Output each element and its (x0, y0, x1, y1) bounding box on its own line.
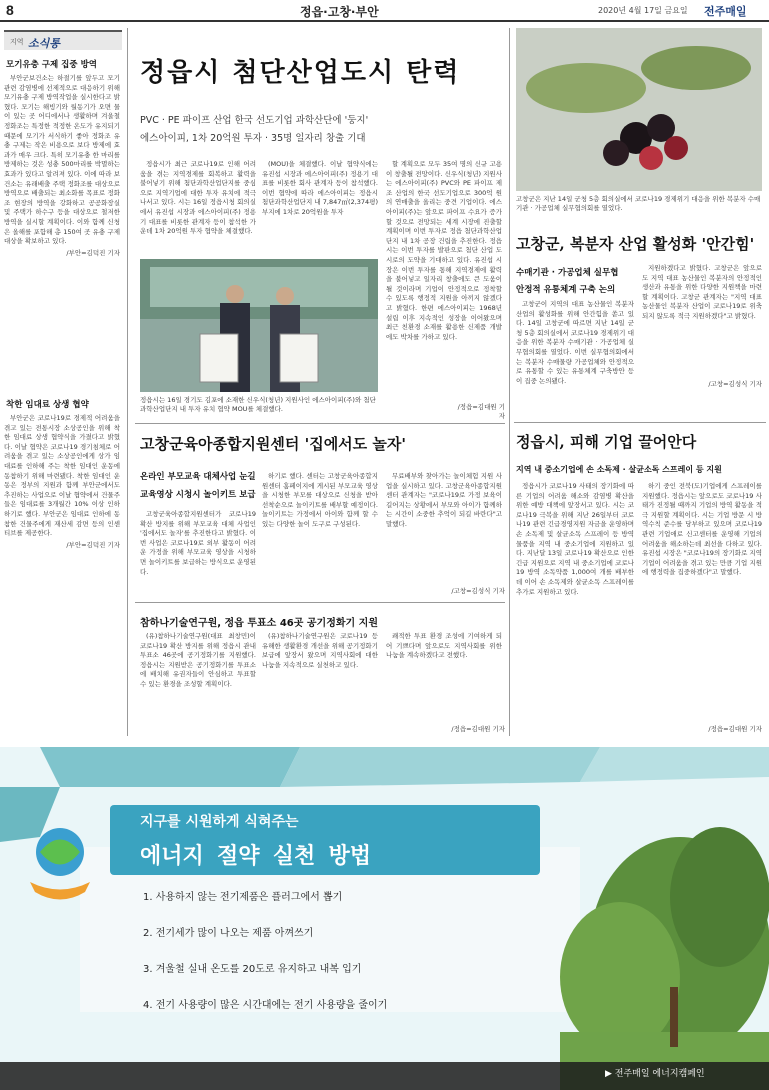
article3-col2: (유)참하나기술연구원은 코로나19 등 유해한 생활환경 개선을 위해 공기정화기 보급에 앞장서 왔으며 지역사회에 대한 나눔을 지속적으로 실천하고 있다. (262, 632, 378, 669)
article3-byline: /정읍=김대원 기자 (451, 725, 505, 733)
article2-col3: 무료배부와 찾아가는 놀이체험 지원 사업을 실시하고 있다. 고창군육아종합지원센터 관계자는 "코로나19로 가정 보육이 길어지는 상황에서 부모와 아이가 함께하는 시간이 소중한 추억이 되길 바란다"고 말했다. (386, 472, 502, 528)
banner-line-1: 지구를 시원하게 식혀주는 (140, 814, 299, 830)
article2-col1: 고창군육아종합지원센터가 코로나19 확산 방지를 위해 부모교육 대체 사업인 '집에서도 놀자'를 추진한다고 밝혔다. 이번 사업은 코로나19로 외부 활동이 어려운 가정을 위해 부모교육 영상을 시청하면 놀이키트를 보급하는 방식으로 운영된다. (140, 510, 256, 576)
sidebar-tag-small: 지역 (10, 38, 24, 46)
article4-title: 고창군, 복분자 산업 활성화 '안간힘' (516, 235, 755, 253)
divider (514, 422, 766, 423)
article5-col1: 정읍시가 코로나19 사태의 장기화에 따른 기업의 어려움 해소와 감염병 확산을 위한 예방 대책에 앞장서고 있다. 시는 코로나19 극복을 위해 지난 26일부터 코로나19 관련 긴급경영지원 자금을 운영하며 손 소독제 및 살균소독 스프레이 등 방역물품을 지역 내 중소기업에 지원하고 있다. 지난달 13일 코로나19 확산으로 인한 긴급 지원으로 지역 내 중소기업에 코로나19 방역 소독약품 1,000여 개를 배부한 데 이어 손 소독제와 살균소독 스프레이를 추가로 지원하고 있다. (516, 482, 634, 596)
article2-byline: /고창=김성식 기자 (451, 587, 505, 595)
page-header (0, 0, 769, 22)
paper-name: 전주매일 (704, 5, 747, 18)
banner-item-4: 4. 전기 사용량이 많은 시간대에는 전기 사용량을 줄이기 (143, 1000, 388, 1011)
column-divider (509, 28, 510, 736)
article5-subhead: 지역 내 중소기업에 손 소독제 · 살균소독 스프레이 등 지원 (516, 465, 722, 474)
mou-photo (140, 259, 378, 392)
article5-col2: 하기 중인 전북(도)기업에게 스프레이를 지원했다. 정읍시는 앞으로도 코로나19 사태가 진정될 때까지 기업의 방역 활동을 적극 지원할 계획이다. 시는 기업 방문 시 방역수칙 준수를 당부하고 있으며 코로나19 관련 기업애로 신고센터를 운영해 기업의 어려움을 해소하는데 최선을 다하고 있다. 유진섭 시장은 "코로나19의 장기화로 지역 기업이 어려움을 겪고 있는 만큼 기업 지원에 행정력을 집중하겠다"고 말했다. (642, 482, 762, 577)
article3-title: 참하나기술연구원, 정읍 투표소 46곳 공기정화기 지원 (140, 618, 378, 629)
sidebar-byline-2: /부안=김덕진 기자 (66, 540, 120, 549)
article4-byline: /고창=김성식 기자 (708, 380, 762, 388)
banner-footer (605, 1066, 705, 1079)
article2-subhead-a: 온라인 부모교육 대체사업 눈길 (140, 472, 256, 482)
sidebar-tag-label: 소식통 (28, 37, 60, 50)
headline-main: 정읍시 첨단산업도시 탄력 (140, 58, 461, 88)
berry-photo (516, 28, 762, 191)
play-icon: ▶ (605, 1069, 615, 1079)
mou-photo-caption: 정읍시는 16일 경기도 김포에 소재한 신우식(청년) 지원사인 에스아이피(주)와 첨단과학산업단지 내 투자 유치 협약 MOU를 체결했다. (140, 396, 376, 413)
banner-line-2: 에너지 절약 실천 방법 (140, 844, 372, 869)
issue-date: 2020년 4월 17일 금요일 (598, 6, 688, 15)
banner-item-3: 3. 겨울철 실내 온도를 20도로 유지하고 내복 입기 (143, 964, 362, 975)
sidebar-headline-2: 착한 임대료 상생 협약 (6, 400, 89, 410)
article1-col2: (MOU)을 체결했다. 이날 협약식에는 유진섭 시장과 에스아이피(주) 정용기 대표를 비롯한 회사 관계자 등이 참석했다. 이번 협약에 따라 에스아이피는 정읍시 첨단과학산업단지 내 7,847㎡(2,374평) 부지에 1차로 20억원을 투자 (262, 160, 378, 216)
subhead-2: 에스아이피, 1차 20억원 투자 · 35명 일자리 창출 기대 (140, 133, 366, 144)
article2-col2: 하기로 했다. 센터는 고창군육아종합지원센터 홈페이지에 게시된 부모교육 영상을 시청한 부모를 대상으로 신청을 받아 선착순으로 놀이키트를 배부할 예정이다. 놀이키트는 가정에서 아이와 함께 할 수 있는 다양한 놀이 도구로 구성된다. (262, 472, 378, 528)
article4-subhead-b: 안정적 유통체계 구축 논의 (516, 285, 616, 295)
article1-col1: 정읍시가 최근 코로나19로 인해 어려움을 겪는 지역경제를 회복하고 활력을 불어넣기 위해 첨단과학산업단지를 중심으로 지역기업에 대한 투자 유치에 적극 나서고 있다. 시는 16일 정읍시청 회의실에서 유진섭 시장과 에스아이피(주) 정용기 대표를 비롯한 관계자 등이 참석한 가운데 1차 20억원 투자 협약을 체결했다. (140, 160, 256, 236)
subhead-1: PVC · PE 파이프 산업 한국 선도기업 과학산단에 '둥지' (140, 115, 369, 126)
article1-byline: /정읍=김대원 기자 (457, 403, 505, 420)
sidebar-body-2: 부안군은 코로나19로 경제적 어려움을 겪고 있는 전통시장 소상공인을 위해 착한 임대료 상생 협약식을 가졌다고 밝혔다. 이날 협약은 코로나19 경기침체로 어려움을 겪고 있는 소상공인에게 상가 임대료를 인하해 주는 착한 임대인 운동에 동참하기 위해 마련됐다. 착한 임대인 운동은 정부의 지원과 함께 부안군에서도 추진하는 사업으로 이날 협약에서 건물주들은 임대료를 3개월간 10% 이상 인하하기로 했다. 부안군은 임대료 인하에 동참한 건물주에게 재산세 감면 등의 인센티브를 제공한다. /부안=김덕진 기자 (4, 414, 120, 549)
banner-item-1: 1. 사용하지 않는 전기제품은 플러그에서 뽑기 (143, 892, 343, 903)
energy-campaign-banner (0, 747, 769, 1090)
berry-photo-caption: 고창군은 지난 14일 군청 5층 회의실에서 코로나19 경제위기 대응을 위한 복분자 수매기관 · 가공업체 실무협의회를 열었다. (516, 195, 761, 212)
banner-item-2: 2. 전기세가 많이 나오는 제품 아껴쓰기 (143, 928, 314, 939)
article3-col1: (유)참하나기술연구원(대표 최창민)이 코로나19 확산 방지를 위해 정읍시 관내 투표소 46곳에 공기정화기를 지원했다. 정읍시는 지원받은 공기정화기를 투표소에 배치해 유권자들이 안심하고 투표할 수 있는 환경을 조성할 계획이다. (140, 632, 256, 688)
sidebar-tag (4, 30, 122, 50)
article4-subhead-a: 수매기관 · 가공업체 실무협 (516, 268, 619, 278)
article2-title: 고창군육아종합지원센터 '집에서도 놀자' (140, 435, 406, 453)
article2-subhead-b: 교육영상 시청시 놀이키트 보급 (140, 490, 256, 500)
sidebar-body-1: 부안군보건소는 하절기를 앞두고 모기 관련 감염병에 선제적으로 대응하기 위해 모기유충 구제 방역작업을 실시한다고 밝혔다. 모기는 해빙기와 월동기가 오면 물이 있는 곳 어디에서나 생활하며 겨울철 정화조는 특정한 적정한 온도가 유지되기 때문에 모기가 서식하기 좋아 정화조 유충 구제는 작은 비용으로 보다 방제에 효과가 매우 크다. 특히 모기유충 한 마리를 방제하는 것은 성충 500마리를 박멸하는 효과가 있다고 알려져 있다. 이에 따라 보건소는 유래배출 주택 정화조를 대상으로 방역으로 배출되는 최소화를 목표로 정화조 현장의 방역을 강화하고 공공화장실 및 주택가 하수구 등을 대상으로 철저한 방역을 실시할 계획이다. 이와 함께 신청은 올해를 포함해 총 150여 곳 유충 구제 대상을 확보하고 있다. /부안=김덕진 기자 (4, 74, 120, 257)
divider (135, 602, 505, 603)
article3-col3: 쾌적한 투표 환경 조성에 기여하게 되어 기쁘다며 앞으로도 지역사회를 위한 나눔을 계속하겠다고 전했다. (386, 632, 502, 660)
article4-col1: 고창군이 지역의 대표 농산물인 복분자 산업의 활성화를 위해 안간힘을 쏟고 있다. 14일 고창군에 따르면 지난 14일 군청 5층 회의실에서 코로나19 경제위기 대응을 위한 복분자 수매기관 · 가공업체 실무협의회를 열었다. 이번 실무협의회에서는 복분자 수매물량 가공업체와 안정적으로 유통할 수 있는 유통체계 구축방안 등이 집중 논의됐다. (516, 300, 634, 385)
banner-footer-label: 전주매일 에너지캠페인 (614, 1069, 705, 1079)
article5-byline: /정읍=김대원 기자 (708, 725, 762, 733)
page-number: 8 (6, 2, 14, 18)
section-title: 정읍·고창·부안 (300, 5, 379, 19)
article1-col3: 할 계획으로 모두 35여 명의 신규 고용이 창출될 전망이다. 신우식(청년) 지원사는 에스아이피(주) PVC와 PE 파이프 제조 산업의 한국 선도기업으로 300억 원의 연매출을 올리는 중견 기업이다. 에스아이피(주)는 앞으로 파이프 수요가 증가할 것으로 전망되는 세계 시장에 진출할 계획이며 이번 투자로 정읍 첨단과학산업단지 내 1차 공장 건립을 추진한다. 정읍시는 이번 투자를 발판으로 첨단 산업 도시로의 도약을 기대하고 있다. 유진섭 시장은 이번 투자를 통해 지역경제에 활력을 불어넣고 일자리 창출에도 큰 도움이 될 것이라며 기업이 안정적으로 정착할 수 있도록 행정적 지원을 아끼지 않겠다고 밝혔다. 한편 에스아이피는 1968년 설립 이후 지속적인 성장을 이어왔으며 최근 친환경 소재를 활용한 신제품 개발에도 박차를 가하고 있다. (386, 160, 502, 341)
column-divider (127, 28, 128, 736)
sidebar-news (4, 30, 122, 735)
article4-col2: 지원하겠다고 밝혔다. 고창군은 앞으로도 지역 대표 농산물인 복분자의 안정적인 생산과 유통을 위한 다양한 지원책을 마련할 계획이다. 고창군 관계자는 "지역 대표 농산물인 복분자 산업이 코로나19로 위축되지 않도록 적극 지원하겠다"고 밝혔다. (642, 264, 762, 320)
sidebar-headline-1: 모기유충 구제 집중 방역 (6, 60, 97, 70)
article5-title: 정읍시, 피해 기업 끌어안다 (516, 433, 697, 451)
sidebar-byline-1: /부안=김덕진 기자 (66, 248, 120, 257)
divider (135, 423, 505, 424)
